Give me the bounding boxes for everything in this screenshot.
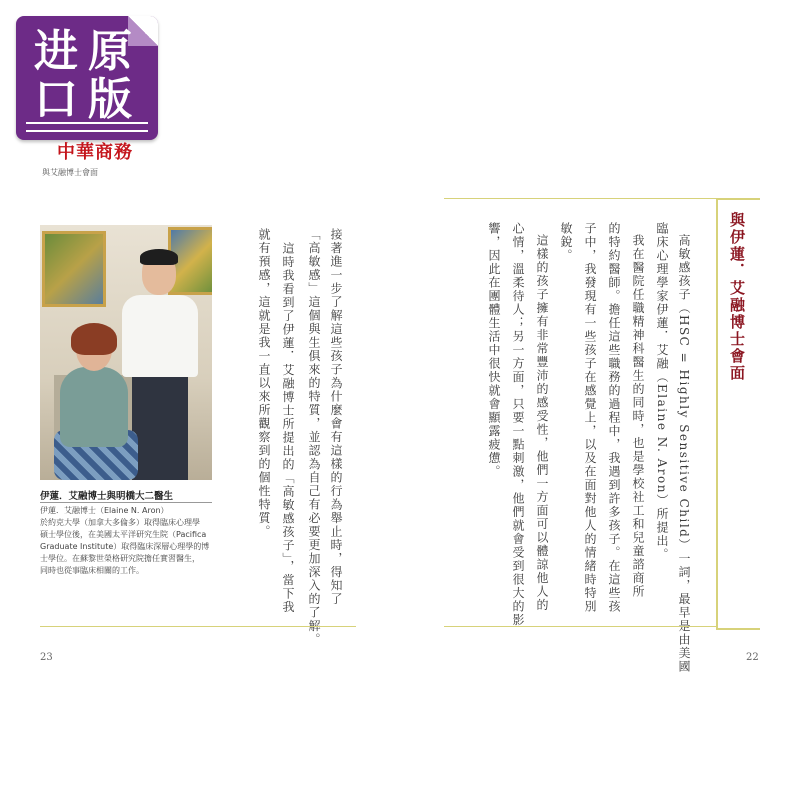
caption-line: 於約克大學（加拿大多倫多）取得臨床心理學: [40, 518, 200, 527]
body-text-column: 臨床心理學家伊蓮．艾融（Elaine N. Aron）所提出。: [655, 222, 669, 562]
badge-char: 版: [88, 74, 132, 125]
brand-logo: 中華商務: [57, 142, 133, 163]
body-text-column: 響，因此在團體生活中很快就會顯露疲憊。: [487, 222, 501, 479]
body-text-column: 接著進一步了解這些孩子為什麼會有這樣的行為舉止時，得知了: [329, 228, 343, 606]
woman-figure-body: [60, 367, 128, 447]
man-figure-shirt: [122, 295, 198, 377]
running-head: 與艾融博士會面: [42, 168, 98, 177]
caption-line: 碩士學位後，在美國太平洋研究生院（Pacifica: [40, 530, 207, 539]
body-text-column: 敏銳。: [559, 222, 573, 263]
caption-line: 伊蓮．艾融博士（Elaine N. Aron）: [40, 506, 169, 515]
badge-corner-fold: [128, 16, 158, 46]
badge-char: 进: [34, 26, 78, 77]
caption-line: 同時也從事臨床相關的工作。: [40, 566, 144, 575]
caption-line: Graduate Institute）取得臨床深層心理學的博: [40, 542, 210, 551]
body-text-column: 「高敏感」這個與生俱來的特質，並認為自己有必要更加深入的了解。: [307, 228, 321, 647]
body-text-column: 這樣的孩子擁有非常豐沛的感受性，他們一方面可以體諒他人的: [535, 234, 549, 612]
chapter-title: 與伊蓮．艾融博士會面: [728, 212, 746, 382]
body-text-column: 就有預感，這就是我一直以來所觀察到的個性特質。: [257, 228, 271, 539]
body-text-column: 的特約醫師。擔任這些職務的過程中，我遇到許多孩子。在這些孩: [607, 222, 621, 614]
original-import-badge: [16, 16, 158, 140]
caption-line: 士學位。在蘇黎世榮格研究院擔任實習醫生，: [40, 554, 200, 563]
body-text-column: 高敏感孩子（HSC = Highly Sensitive Child）一詞，最早是由美國: [677, 234, 691, 674]
man-figure-hair: [140, 249, 178, 265]
wall-painting: [42, 231, 106, 307]
body-text-column: 這時我看到了伊蓮．艾融博士所提出的「高敏感孩子」，當下我: [281, 242, 295, 614]
badge-char: 口: [34, 74, 78, 125]
page-bottom-rule: [444, 626, 716, 627]
body-text-column: 我在醫院任職精神科醫生的同時，也是學校社工和兒童諮商所: [631, 234, 645, 599]
photo-caption-body: [40, 505, 215, 577]
page-bottom-rule: [40, 626, 356, 627]
badge-stripe: [26, 122, 148, 132]
page-number: 23: [40, 652, 53, 663]
page-number: 22: [746, 652, 759, 663]
badge-char: 原: [88, 26, 132, 77]
body-text-column: 心情，溫柔待人；另一方面，只要一點刺激，他們就會受到很大的影: [511, 222, 525, 627]
author-photo: [40, 225, 212, 480]
photo-caption-title: 伊蓮．艾融博士與明橋大二醫生: [40, 491, 174, 502]
woman-figure-hair: [71, 323, 117, 355]
caption-divider: [40, 502, 212, 503]
page-top-rule: [444, 198, 716, 199]
body-text-column: 子中，我發現有一些孩子在感覺上，以及在面對他人的情緒時特別: [583, 222, 597, 614]
man-figure-pants: [132, 375, 188, 480]
